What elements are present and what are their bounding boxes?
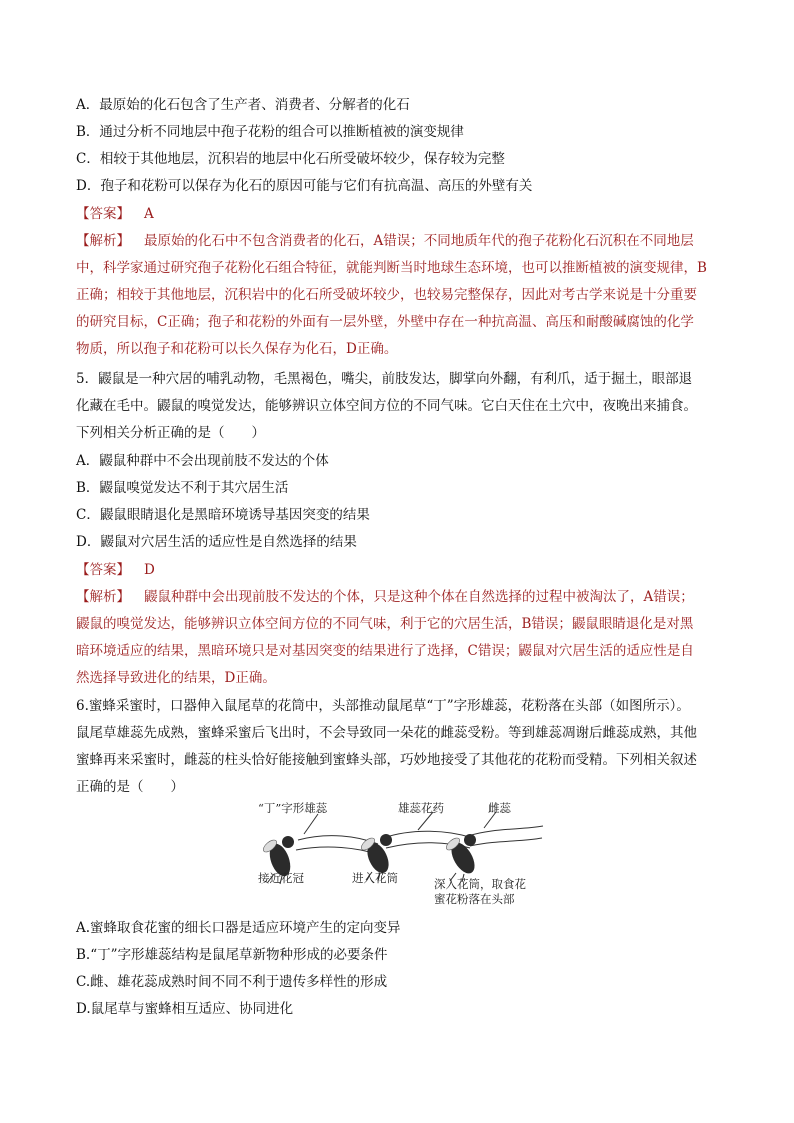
explanation-tag: 【解析】 [76,233,130,249]
figure-label-approach: 接近花冠 [258,871,304,885]
q4-option-b: B．通过分析不同地层中孢子花粉的组合可以推断植被的演变规律 [76,124,464,140]
figure-label-anther: 雄蕊花药 [398,801,444,815]
q6-option-d: D.鼠尾草与蜜蜂相互适应、协同进化 [76,1001,294,1017]
q5-option-c: C．鼹鼠眼睛退化是黑暗环境诱导基因突变的结果 [76,507,370,523]
q5-option-d: D．鼹鼠对穴居生活的适应性是自然选择的结果 [76,534,357,550]
q4-explanation-line-4: 的研究目标，C正确；孢子和花粉的外面有一层外壁，外壁中存在一种抗高温、高压和耐酸碱腐蚀的化学 [76,314,694,330]
figure-label-enter: 进入花筒 [352,871,398,885]
q5-stem-line-3: 下列相关分析正确的是（ ） [76,425,265,441]
q4-explanation-line-1 [76,232,694,250]
answer-tag: 【答案】 [76,562,130,578]
q5-explanation-line-4: 然选择导致进化的结果，D正确。 [76,670,276,686]
figure-label-stamen: “丁”字形雄蕊 [258,801,328,815]
q4-option-c: C．相较于其他地层，沉积岩的地层中化石所受破坏较少，保存较为完整 [76,151,505,167]
q4-option-d: D．孢子和花粉可以保存为化石的原因可能与它们有抗高温、高压的外壁有关 [76,178,533,194]
explanation-text: 最原始的化石中不包含消费者的化石，A错误；不同地质年代的孢子花粉化石沉积在不同地层 [144,233,694,249]
q4-explanation-line-5: 物质，所以孢子和花粉可以长久保存为化石，D正确。 [76,341,398,357]
q4-option-a: A．最原始的化石包含了生产者、消费者、分解者的化石 [76,97,410,113]
explanation-text: 鼹鼠种群中会出现前肢不发达的个体，只是这种个体在自然选择的过程中被淘汰了，A错误； [144,589,694,605]
q6-stem-line-1: 6.蜜蜂采蜜时，口器伸入鼠尾草的花筒中，头部推动鼠尾草“丁”字形雄蕊，花粉落在头部（如图所示）。 [76,698,690,714]
q5-option-a: A．鼹鼠种群中不会出现前肢不发达的个体 [76,453,329,469]
q6-stem-line-3: 蜜蜂再来采蜜时，雌蕊的柱头恰好能接触到蜜蜂头部，巧妙地接受了其他花的花粉而受精。下列相关叙述 [76,752,697,768]
q5-answer-row [76,561,155,579]
q5-explanation-line-2: 鼹鼠的嗅觉发达，能够辨识立体空间方位的不同气味，利于它的穴居生活，B错误；鼹鼠眼睛退化是对黑 [76,616,694,632]
q6-option-a: A.蜜蜂取食花蜜的细长口器是适应环境产生的定向变异 [76,920,401,936]
figure-label-deep-1: 深入花筒，取食花 [434,877,526,891]
figure-label-deep-2: 蜜花粉落在头部 [434,892,515,906]
answer-value: A [144,206,154,222]
q6-option-c: C.雌、雄花蕊成熟时间不同不利于遗传多样性的形成 [76,974,388,990]
q5-option-b: B．鼹鼠嗅觉发达不利于其穴居生活 [76,480,289,496]
q6-stem-line-2: 鼠尾草雄蕊先成熟，蜜蜂采蜜后飞出时，不会导致同一朵花的雌蕊受粉。等到雄蕊凋谢后雌蕊成熟，其他 [76,725,697,741]
bee-sage-figure [258,800,548,910]
q4-explanation-line-3: 正确；相较于其他地层，沉积岩中的化石所受破坏较少，也较易完整保存，因此对考古学来说是十分重要 [76,287,697,303]
answer-tag: 【答案】 [76,206,130,222]
q5-explanation-line-3: 暗环境适应的结果，黑暗环境只是对基因突变的结果进行了选择，C错误；鼹鼠对穴居生活的适应性是自 [76,643,694,659]
q5-stem-line-2: 化藏在毛中。鼹鼠的嗅觉发达，能够辨识立体空间方位的不同气味。它白天住在土穴中，夜晚出来捕食。 [76,398,697,414]
explanation-tag: 【解析】 [76,589,130,605]
q5-explanation-line-1 [76,588,694,606]
figure-label-pistil: 雌蕊 [488,801,511,815]
q4-answer-row [76,205,154,223]
answer-value: D [144,562,155,578]
q4-explanation-line-2: 中，科学家通过研究孢子花粉化石组合特征，就能判断当时地球生态环境，也可以推断植被的演变规律，B [76,260,707,276]
q6-stem-line-4: 正确的是（ ） [76,779,184,795]
q6-option-b: B.“丁”字形雄蕊结构是鼠尾草新物种形成的必要条件 [76,947,388,963]
q5-stem-line-1: 5．鼹鼠是一种穴居的哺乳动物，毛黑褐色，嘴尖，前肢发达，脚掌向外翻，有利爪，适于掘土，眼部退 [76,371,693,387]
